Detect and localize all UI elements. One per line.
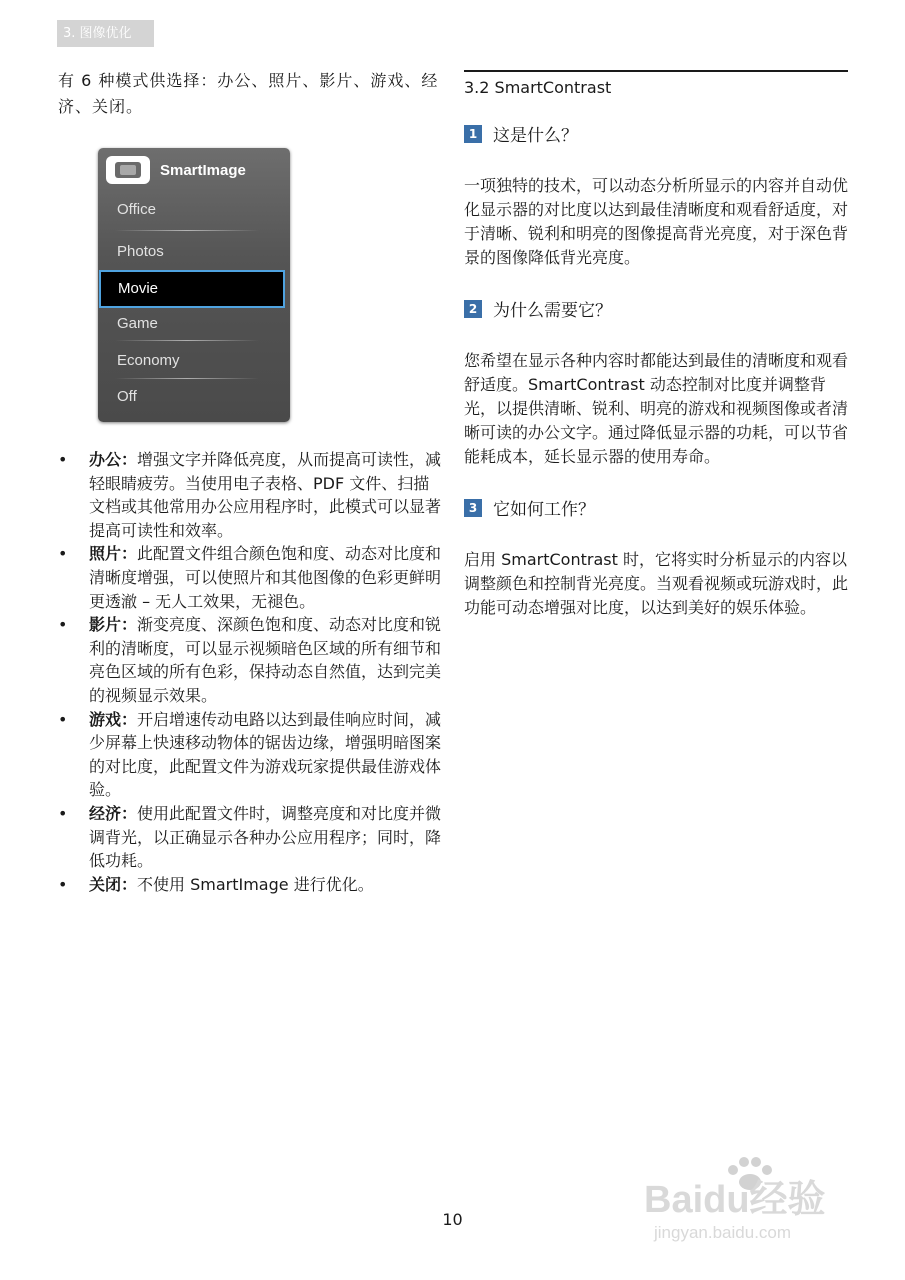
list-item: • 游戏：开启增速传动电路以达到最佳响应时间，减少屏幕上快速移动物体的锯齿边缘，增强明暗图案的对比度，此配置文件为游戏玩家提供最佳游戏体验。 [58, 708, 443, 802]
list-item: • 关闭：不使用 SmartImage 进行优化。 [58, 873, 443, 897]
number-badge: 1 [464, 125, 482, 143]
watermark-url: jingyan.baidu.com [654, 1223, 792, 1242]
list-item: • 办公：增强文字并降低亮度，从而提高可读性，减轻眼睛疲劳。当使用电子表格、PDF 文件、扫描文档或其他常用办公应用程序时，此模式可以显著提高可读性和效率。 [58, 448, 443, 542]
menu-item-photos: Photos [117, 243, 164, 260]
list-item: • 经济：使用此配置文件时，调整亮度和对比度并微调背光，以正确显示各种办公应用程序；同时，降低功耗。 [58, 802, 443, 873]
number-badge: 3 [464, 499, 482, 517]
question-title: 为什么需要它？ [493, 301, 612, 321]
menu-divider [115, 230, 259, 231]
page-number: 10 [442, 1210, 463, 1229]
menu-item-movie-selected: Movie [99, 270, 285, 308]
intro-paragraph: 有 6 种模式供选择：办公、照片、影片、游戏、经济、关闭。 [58, 71, 439, 116]
list-item: • 照片：此配置文件组合颜色饱和度、动态对比度和清晰度增强，可以使照片和其他图像的色彩更鲜明更透澈 – 无人工效果，无褪色。 [58, 542, 443, 613]
baidu-jingyan-watermark [640, 1150, 860, 1250]
menu-item-game: Game [117, 315, 158, 332]
question-heading-1 [464, 121, 848, 146]
menu-divider [115, 378, 259, 379]
watermark-brand: Baidu经验 [644, 1179, 826, 1221]
question-heading-3 [464, 495, 848, 520]
smartimage-logo-icon [106, 156, 150, 184]
left-column [58, 68, 443, 896]
answer-paragraph: 您希望在显示各种内容时都能达到最佳的清晰度和观看舒适度。SmartContrast 动态控制对比度并调整背光，以提供清晰、锐利、明亮的游戏和视频图像或者清晰可读的办公文字。通过降低显示器的功耗，可以节省能耗成本，延长显示器的使用寿命。 [464, 351, 849, 466]
mode-list [58, 448, 443, 896]
list-item: • 影片：渐变亮度、深颜色饱和度、动态对比度和锐利的清晰度，可以显示视频暗色区域的所有细节和亮色区域的所有色彩，保持动态自然值，达到完美的视频显示效果。 [58, 613, 443, 707]
smartimage-menu [98, 148, 290, 422]
menu-item-office: Office [117, 201, 156, 218]
right-column [464, 70, 848, 620]
smartimage-menu-header [106, 155, 246, 185]
question-heading-2 [464, 296, 848, 321]
answer-paragraph: 一项独特的技术，可以动态分析所显示的内容并自动优化显示器的对比度以达到最佳清晰度和观看舒适度，对于清晰、锐利和明亮的图像提高背光亮度，对于深色背景的图像降低背光亮度。 [464, 176, 849, 267]
menu-divider [115, 340, 259, 341]
menu-item-off: Off [117, 388, 137, 405]
menu-item-economy: Economy [117, 352, 180, 369]
question-title: 它如何工作？ [493, 500, 595, 520]
smartimage-menu-title: SmartImage [160, 161, 246, 179]
question-title: 这是什么？ [493, 126, 578, 146]
answer-paragraph: 启用 SmartContrast 时，它将实时分析显示的内容以调整颜色和控制背光亮度。当观看视频或玩游戏时，此功能可动态增强对比度，以达到美好的娱乐体验。 [464, 550, 849, 617]
number-badge: 2 [464, 300, 482, 318]
section-tab: 3. 图像优化 [57, 20, 154, 47]
section-heading: 3.2 SmartContrast [464, 70, 848, 99]
